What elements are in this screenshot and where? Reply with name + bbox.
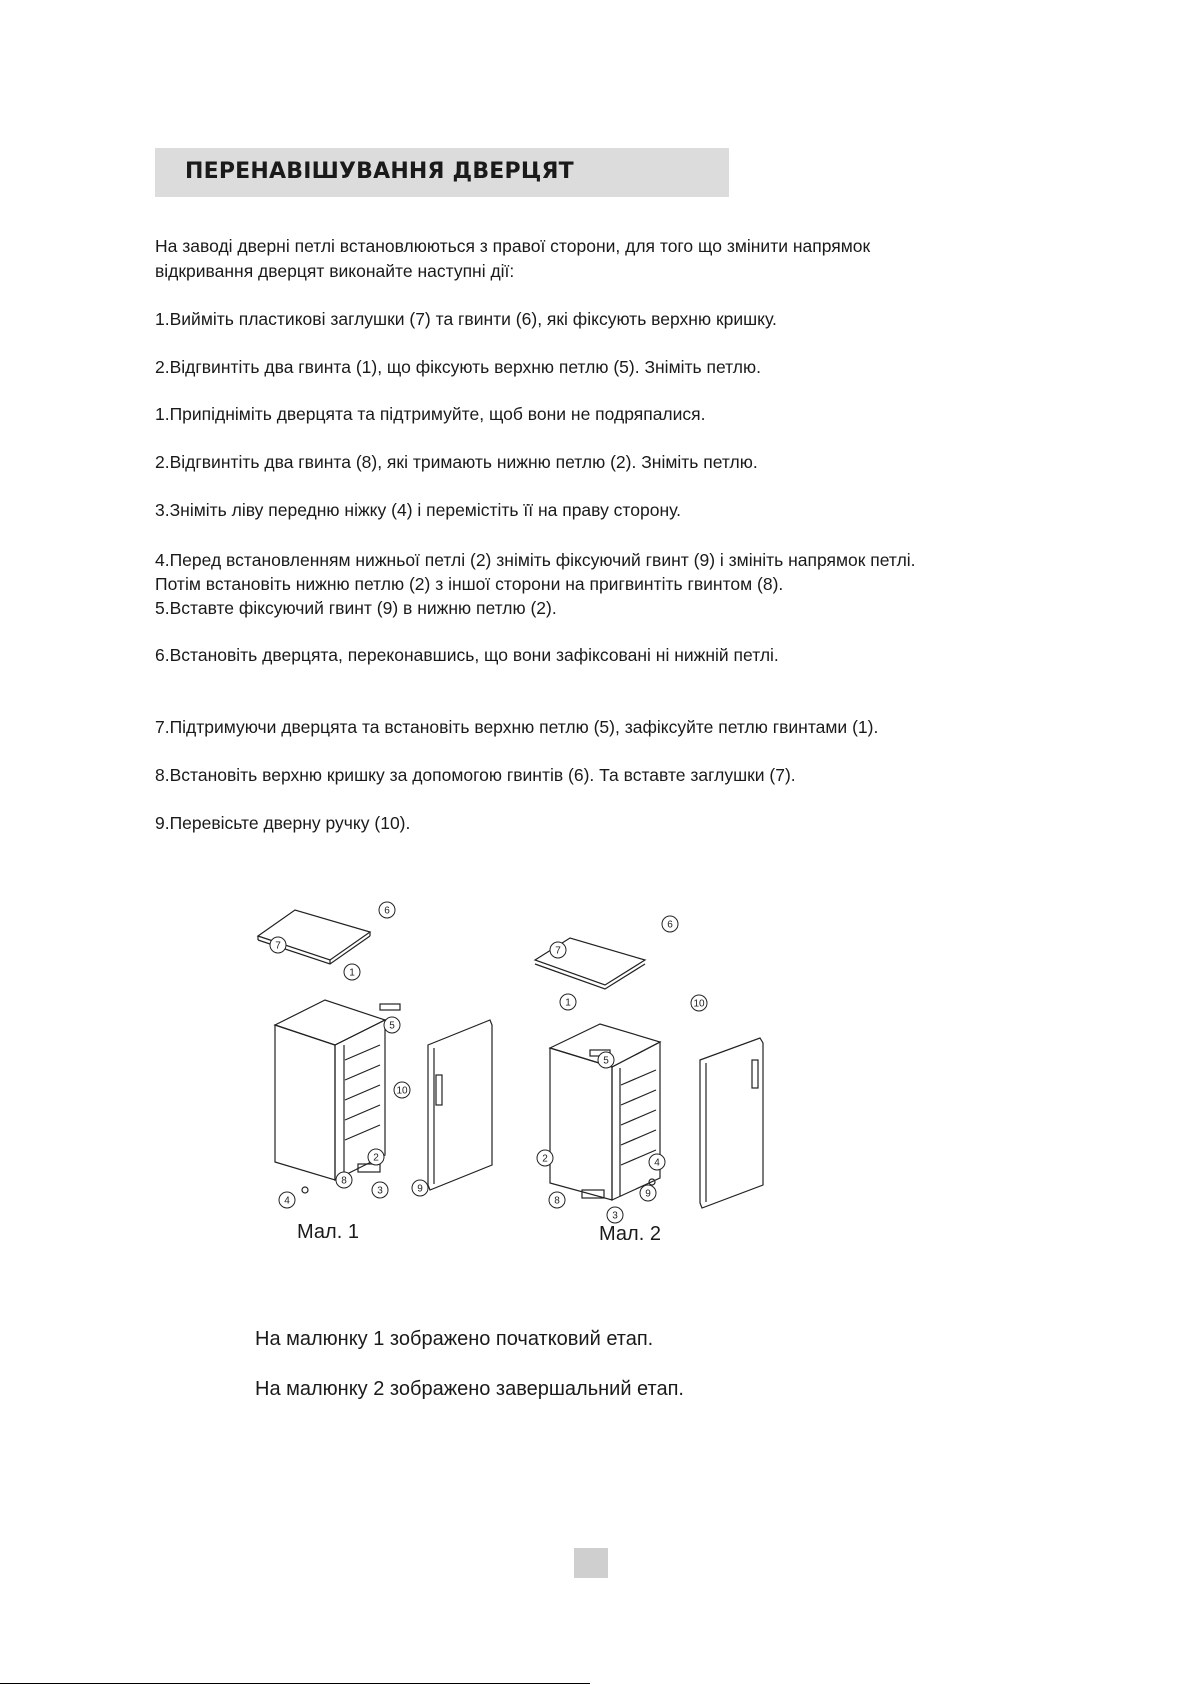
callout-number: 10 xyxy=(396,1085,408,1097)
figure-caption-2: Мал. 2 xyxy=(599,1223,661,1240)
step-text: 7.Підтримуючи дверцята та встановіть верхню петлю (5), зафіксуйте петлю гвинтами (1). xyxy=(155,717,879,737)
callout-number: 4 xyxy=(654,1157,660,1169)
step-text: 1.Припідніміть дверцята та підтримуйте, щоб вони не подряпалися. xyxy=(155,404,706,424)
callout-number: 5 xyxy=(603,1055,609,1067)
callout-number: 9 xyxy=(417,1183,423,1195)
cabinet-top xyxy=(275,1000,385,1045)
callout-number: 2 xyxy=(542,1153,548,1165)
step-text: 8.Встановіть верхню кришку за допомогою гвинтів (6). Та вставте заглушки (7). xyxy=(155,765,796,785)
callout-number: 2 xyxy=(373,1152,379,1164)
step-text: 6.Встановіть дверцята, переконавшись, що вони зафіксовані ні нижній петлі. xyxy=(155,645,779,665)
section-title: ПЕРЕНАВІШУВАННЯ ДВЕРЦЯТ xyxy=(185,159,574,184)
step-text: 2.Відгвинтіть два гвинта (8), які тримають нижню петлю (2). Зніміть петлю. xyxy=(155,452,758,472)
step-text: Потім встановіть нижню петлю (2) з іншої сторони на пригвинтіть гвинтом (8). xyxy=(155,574,784,594)
top-hinge xyxy=(380,1004,400,1010)
step-text: 4.Перед встановленням нижньої петлі (2) зніміть фіксуючий гвинт (9) і змініть напрямок петлі. xyxy=(155,550,916,570)
callout-number: 8 xyxy=(341,1175,347,1187)
door xyxy=(700,1038,763,1208)
callout-number: 6 xyxy=(384,905,390,917)
foot xyxy=(302,1187,308,1193)
section-header-banner xyxy=(155,148,729,197)
intro-line: відкривання дверцят виконайте наступні дії: xyxy=(155,261,515,281)
step-text: 5.Вставте фіксуючий гвинт (9) в нижню петлю (2). xyxy=(155,598,557,618)
cabinet-side xyxy=(275,1025,335,1180)
step-text: 3.Зніміть ліву передню ніжку (4) і перемістіть її на праву сторону. xyxy=(155,500,681,520)
door-handle xyxy=(436,1075,442,1105)
door-reversal-diagram xyxy=(240,900,820,1240)
callout-number: 4 xyxy=(284,1195,290,1207)
page-number-box xyxy=(574,1548,608,1578)
callout-number: 1 xyxy=(349,967,355,979)
note-text: На малюнку 1 зображено початковий етап. xyxy=(255,1328,654,1350)
callout-number: 8 xyxy=(554,1195,560,1207)
step-text: 1.Вийміть пластикові заглушки (7) та гвинти (6), які фіксують верхню кришку. xyxy=(155,309,777,329)
step-text: 9.Перевісьте дверну ручку (10). xyxy=(155,813,411,833)
figure-caption-1: Мал. 1 xyxy=(297,1221,359,1240)
callout-number: 9 xyxy=(645,1188,651,1200)
callout-number: 10 xyxy=(693,998,705,1010)
callout-number: 7 xyxy=(555,945,561,957)
callout-number: 1 xyxy=(565,997,571,1009)
callout-number: 3 xyxy=(612,1210,618,1222)
callout-number: 3 xyxy=(377,1185,383,1197)
step-text: 2.Відгвинтіть два гвинта (1), що фіксують верхню петлю (5). Зніміть петлю. xyxy=(155,357,761,377)
callout-number: 6 xyxy=(667,919,673,931)
callout-number: 5 xyxy=(389,1020,395,1032)
door-handle xyxy=(752,1060,758,1088)
intro-line: На заводі дверні петлі встановлюються з правої сторони, для того що змінити напрямок xyxy=(155,236,871,256)
cabinet-side xyxy=(550,1048,612,1200)
footer-rule xyxy=(0,1683,590,1684)
intro-paragraph xyxy=(155,234,1055,284)
note-text: На малюнку 2 зображено завершальний етап. xyxy=(255,1378,684,1400)
callout-number: 7 xyxy=(275,940,281,952)
cabinet-front xyxy=(612,1042,660,1200)
